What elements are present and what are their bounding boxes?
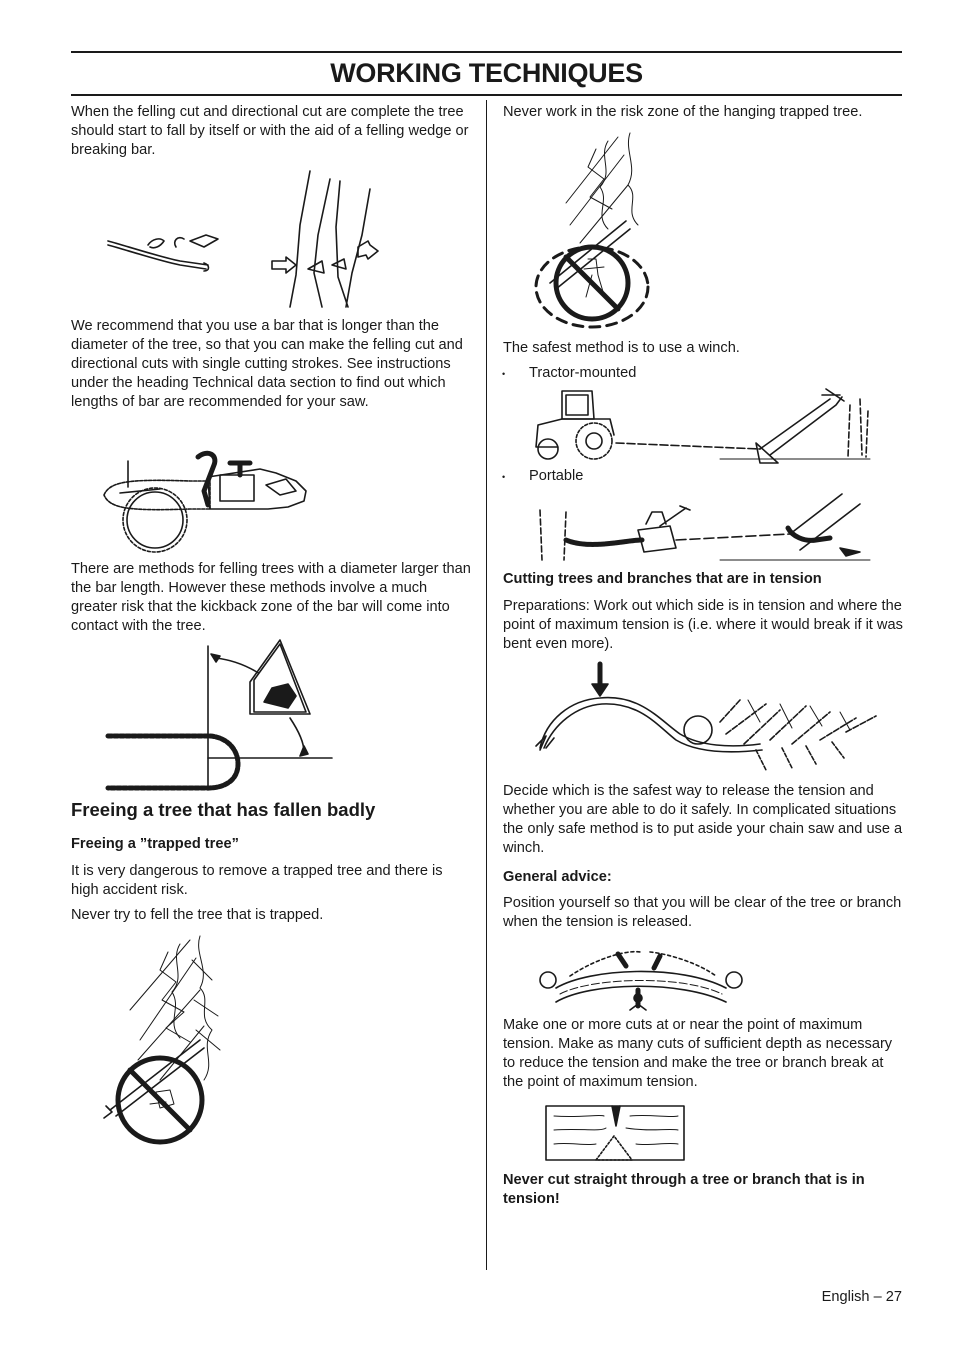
warning-never-cut-through: Never cut straight through a tree or branch that is in tension!: [503, 1172, 865, 1207]
portable-winch-illustration: [530, 490, 875, 565]
column-divider: [486, 100, 487, 1270]
paragraph-position-yourself: Position yourself so that you will be clear of the tree or branch when the tension is released.: [503, 895, 902, 930]
subheading-trees-in-tension: Cutting trees and branches that are in tension: [503, 571, 822, 587]
paragraph-winch-method: The safest method is to use a winch.: [503, 340, 740, 356]
paragraph-felling-complete: When the felling cut and directional cut are complete the tree should start to fall by itself or with the aid of a felling wedge or breaking bar.: [71, 104, 469, 158]
tension-point-illustration: [530, 660, 885, 780]
trapped-tree-prohibited-illustration: [100, 930, 240, 1145]
tension-release-illustration: [530, 940, 750, 1015]
header-bottom-rule: [71, 94, 902, 96]
relief-cut-illustration: [540, 1098, 690, 1168]
tractor-winch-illustration: [530, 385, 875, 465]
page-title: WORKING TECHNIQUES: [330, 58, 643, 88]
paragraph-decide-safest-way: Decide which is the safest way to release the tension and whether you are able to do it safely. In complicated situations the only safe method is to put aside your chain saw and use a winch.: [503, 783, 903, 856]
bullet-portable: • Portable: [503, 467, 929, 486]
bullet-tractor-mounted: • Tractor-mounted: [503, 364, 929, 383]
section-heading-freeing-tree: Freeing a tree that has fallen badly: [71, 799, 376, 820]
paragraph-make-cuts: Make one or more cuts at or near the point of maximum tension. Make as many cuts of sufficient depth as necessary to reduce the tension and make the tree or branch break at the point of maximum tension.: [503, 1017, 893, 1090]
risk-zone-prohibited-illustration: [530, 125, 670, 335]
felling-wedge-illustration: [100, 165, 390, 315]
chainsaw-bar-illustration: [100, 435, 320, 560]
paragraph-risk-zone: Never work in the risk zone of the hanging trapped tree.: [503, 104, 863, 120]
page-number: English – 27: [821, 1289, 902, 1305]
paragraph-bar-length: We recommend that you use a bar that is longer than the diameter of the tree, so that you can make the felling cut and directional cuts with single cutting strokes. See instructions under the heading Technical data section to find out which lengths of bar are recommended for your saw.: [71, 318, 463, 410]
paragraph-large-diameter: There are methods for felling trees with a diameter larger than the bar length. However these methods involve a much greater risk that the kickback zone of the bar will come into contact with the tree.: [71, 561, 471, 634]
paragraph-preparations: Preparations: Work out which side is in tension and where the point of maximum tension is (i.e. where it would break if it was bent even more).: [503, 598, 903, 652]
subheading-trapped-tree: Freeing a ”trapped tree”: [71, 836, 239, 852]
header-top-rule: [71, 51, 902, 53]
subheading-general-advice: General advice:: [503, 869, 612, 885]
paragraph-never-fell-trapped: Never try to fell the tree that is trapped.: [71, 907, 324, 923]
paragraph-trapped-danger: It is very dangerous to remove a trapped tree and there is high accident risk.: [71, 863, 443, 898]
kickback-zone-illustration: [100, 640, 340, 795]
